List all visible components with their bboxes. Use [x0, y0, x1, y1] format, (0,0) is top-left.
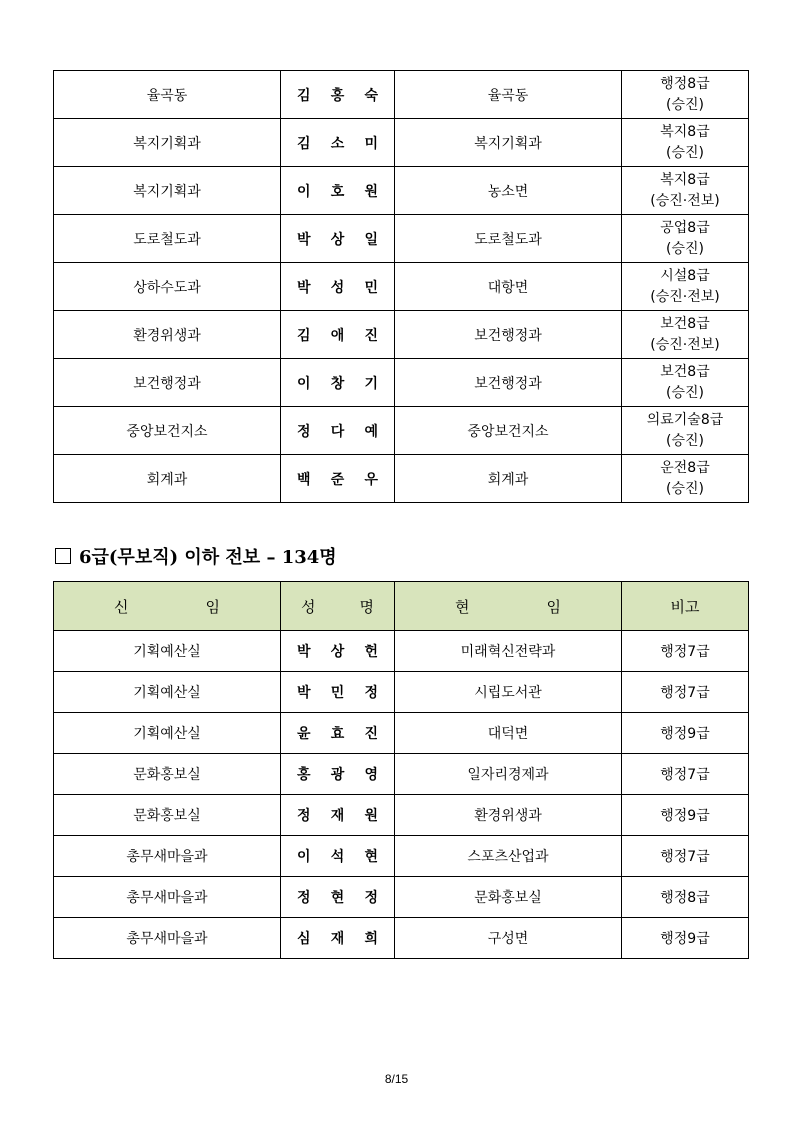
name-char: 정	[364, 890, 378, 906]
name-chars	[281, 682, 394, 702]
name-chars	[281, 723, 394, 743]
current-post-cell: 스포츠산업과	[395, 836, 622, 877]
name-char: 현	[330, 890, 345, 906]
new-post-cell: 기획예산실	[54, 672, 281, 713]
name-char: 숙	[364, 87, 378, 104]
remarks-cell	[622, 119, 749, 167]
name-char: 석	[330, 849, 345, 865]
header-char: 임	[205, 597, 220, 616]
section-heading	[55, 543, 337, 569]
remarks-line: (승진·전보)	[650, 288, 720, 305]
name-chars	[281, 641, 394, 661]
new-post-cell: 보건행정과	[54, 359, 281, 407]
name-cell	[281, 407, 395, 455]
table-row	[54, 836, 749, 877]
name-char: 일	[364, 231, 378, 248]
name-char: 우	[364, 471, 378, 488]
name-chars	[281, 277, 394, 297]
table-row	[54, 263, 749, 311]
name-cell	[281, 167, 395, 215]
name-chars	[281, 469, 394, 489]
name-cell	[281, 263, 395, 311]
new-post-cell: 총무새마을과	[54, 918, 281, 959]
new-post-cell: 환경위생과	[54, 311, 281, 359]
remarks-line: 보건8급	[660, 363, 710, 380]
name-char: 정	[297, 808, 311, 824]
remarks-line: 공업8급	[660, 219, 710, 236]
name-chars	[281, 181, 394, 201]
new-post-cell: 상하수도과	[54, 263, 281, 311]
name-char: 심	[297, 931, 311, 947]
name-char: 희	[364, 931, 378, 947]
new-post-cell: 문화홍보실	[54, 795, 281, 836]
remarks-line: (승진)	[666, 240, 704, 257]
remarks-line: 행정8급	[660, 75, 710, 92]
remarks-cell	[622, 263, 749, 311]
table-row	[54, 311, 749, 359]
remarks-line: (승진·전보)	[650, 192, 720, 209]
name-chars	[281, 887, 394, 907]
current-post-cell: 율곡동	[395, 71, 622, 119]
name-cell	[281, 71, 395, 119]
name-char: 박	[297, 231, 311, 248]
name-chars	[281, 805, 394, 825]
table-row	[54, 119, 749, 167]
remarks-line: (승진·전보)	[650, 336, 720, 353]
header-char: 성	[301, 597, 316, 616]
name-char: 창	[330, 375, 345, 392]
name-cell	[281, 631, 395, 672]
name-char: 영	[364, 767, 378, 783]
remarks-line: 운전8급	[660, 459, 710, 476]
name-char: 진	[364, 327, 378, 344]
remarks-line: 의료기술8급	[646, 411, 724, 428]
current-post-cell: 복지기획과	[395, 119, 622, 167]
current-post-cell: 시립도서관	[395, 672, 622, 713]
new-post-cell: 기획예산실	[54, 631, 281, 672]
new-post-cell: 회계과	[54, 455, 281, 503]
name-char: 박	[297, 279, 311, 296]
name-char: 민	[330, 685, 345, 701]
remarks-cell: 행정7급	[622, 672, 749, 713]
name-char: 상	[330, 231, 345, 248]
name-chars	[281, 85, 394, 105]
current-post-cell: 일자리경제과	[395, 754, 622, 795]
name-cell	[281, 836, 395, 877]
header-new-post	[54, 582, 281, 631]
current-post-cell: 대항면	[395, 263, 622, 311]
name-char: 성	[330, 279, 345, 296]
header-current-post	[395, 582, 622, 631]
header-char: 신	[114, 597, 129, 616]
remarks-cell: 행정7급	[622, 836, 749, 877]
header-char: 현	[455, 597, 470, 616]
remarks-cell	[622, 215, 749, 263]
name-char: 현	[364, 849, 378, 865]
name-chars	[281, 928, 394, 948]
section-title: 6급(무보직) 이하 전보 – 134명	[79, 547, 337, 568]
name-char: 헌	[364, 644, 378, 660]
table-row	[54, 631, 749, 672]
name-cell	[281, 918, 395, 959]
name-char: 홍	[330, 87, 345, 104]
new-post-cell: 기획예산실	[54, 713, 281, 754]
name-cell	[281, 672, 395, 713]
table-row	[54, 795, 749, 836]
remarks-line: 보건8급	[660, 315, 710, 332]
remarks-cell	[622, 455, 749, 503]
name-char: 박	[297, 685, 311, 701]
remarks-cell: 행정9급	[622, 713, 749, 754]
remarks-cell	[622, 407, 749, 455]
remarks-line: (승진)	[666, 480, 704, 497]
name-cell	[281, 795, 395, 836]
name-char: 정	[364, 685, 378, 701]
table-header-row	[54, 582, 749, 631]
table-row	[54, 877, 749, 918]
new-post-cell: 도로철도과	[54, 215, 281, 263]
name-chars	[281, 421, 394, 441]
name-char: 기	[364, 375, 378, 392]
name-chars	[281, 846, 394, 866]
remarks-cell: 행정7급	[622, 754, 749, 795]
new-post-cell: 문화홍보실	[54, 754, 281, 795]
remarks-cell	[622, 167, 749, 215]
name-char: 이	[297, 183, 311, 200]
table-row	[54, 167, 749, 215]
current-post-cell: 보건행정과	[395, 359, 622, 407]
name-cell	[281, 877, 395, 918]
new-post-cell: 중앙보건지소	[54, 407, 281, 455]
name-char: 애	[330, 327, 345, 344]
transfer-table-top	[53, 70, 749, 503]
name-char: 박	[297, 644, 311, 660]
name-char: 호	[330, 183, 345, 200]
remarks-line: (승진)	[666, 384, 704, 401]
name-char: 김	[297, 87, 311, 104]
name-char: 원	[364, 808, 378, 824]
remarks-cell	[622, 311, 749, 359]
header-remarks: 비고	[622, 582, 749, 631]
name-chars	[281, 764, 394, 784]
table-row	[54, 754, 749, 795]
transfer-table-bottom	[53, 581, 749, 959]
table-row	[54, 455, 749, 503]
name-cell	[281, 119, 395, 167]
name-char: 민	[364, 279, 378, 296]
table-row	[54, 215, 749, 263]
current-post-cell: 미래혁신전략과	[395, 631, 622, 672]
name-chars	[281, 373, 394, 393]
name-chars	[281, 133, 394, 153]
remarks-line: (승진)	[666, 432, 704, 449]
remarks-cell: 행정9급	[622, 918, 749, 959]
remarks-cell: 행정7급	[622, 631, 749, 672]
remarks-line: (승진)	[666, 144, 704, 161]
table-row	[54, 407, 749, 455]
name-char: 원	[364, 183, 378, 200]
name-char: 김	[297, 135, 311, 152]
new-post-cell: 복지기획과	[54, 167, 281, 215]
name-char: 예	[364, 423, 378, 440]
current-post-cell: 도로철도과	[395, 215, 622, 263]
name-char: 김	[297, 327, 311, 344]
name-char: 상	[330, 644, 345, 660]
remarks-cell: 행정9급	[622, 795, 749, 836]
name-char: 이	[297, 849, 311, 865]
remarks-line: 복지8급	[660, 171, 710, 188]
header-char: 임	[546, 597, 561, 616]
name-cell	[281, 754, 395, 795]
remarks-cell: 행정8급	[622, 877, 749, 918]
name-char: 광	[330, 767, 345, 783]
current-post-cell: 구성면	[395, 918, 622, 959]
name-char: 준	[330, 471, 345, 488]
header-char: 명	[359, 597, 374, 616]
remarks-cell	[622, 359, 749, 407]
current-post-cell: 회계과	[395, 455, 622, 503]
page-number: 8/15	[384, 1072, 409, 1086]
remarks-line: 복지8급	[660, 123, 710, 140]
checkbox-square-icon	[55, 548, 71, 564]
name-char: 소	[330, 135, 345, 152]
name-cell	[281, 455, 395, 503]
name-char: 효	[330, 726, 345, 742]
name-char: 윤	[297, 726, 311, 742]
table-row	[54, 359, 749, 407]
name-chars	[281, 229, 394, 249]
name-char: 다	[330, 423, 345, 440]
table-row	[54, 672, 749, 713]
name-cell	[281, 215, 395, 263]
name-cell	[281, 359, 395, 407]
remarks-line: (승진)	[666, 96, 704, 113]
name-char: 정	[297, 423, 311, 440]
name-char: 재	[330, 931, 345, 947]
name-chars	[281, 325, 394, 345]
name-cell	[281, 311, 395, 359]
current-post-cell: 농소면	[395, 167, 622, 215]
name-char: 재	[330, 808, 345, 824]
name-char: 미	[364, 135, 378, 152]
new-post-cell: 율곡동	[54, 71, 281, 119]
name-char: 정	[297, 890, 311, 906]
name-cell	[281, 713, 395, 754]
name-char: 백	[297, 471, 311, 488]
table-row	[54, 918, 749, 959]
remarks-cell	[622, 71, 749, 119]
current-post-cell: 문화홍보실	[395, 877, 622, 918]
name-char: 진	[364, 726, 378, 742]
new-post-cell: 총무새마을과	[54, 877, 281, 918]
name-char: 홍	[297, 767, 311, 783]
current-post-cell: 대덕면	[395, 713, 622, 754]
current-post-cell: 환경위생과	[395, 795, 622, 836]
current-post-cell: 중앙보건지소	[395, 407, 622, 455]
new-post-cell: 총무새마을과	[54, 836, 281, 877]
new-post-cell: 복지기획과	[54, 119, 281, 167]
table-row	[54, 713, 749, 754]
remarks-line: 시설8급	[660, 267, 710, 284]
header-name	[281, 582, 395, 631]
table-row	[54, 71, 749, 119]
current-post-cell: 보건행정과	[395, 311, 622, 359]
name-char: 이	[297, 375, 311, 392]
